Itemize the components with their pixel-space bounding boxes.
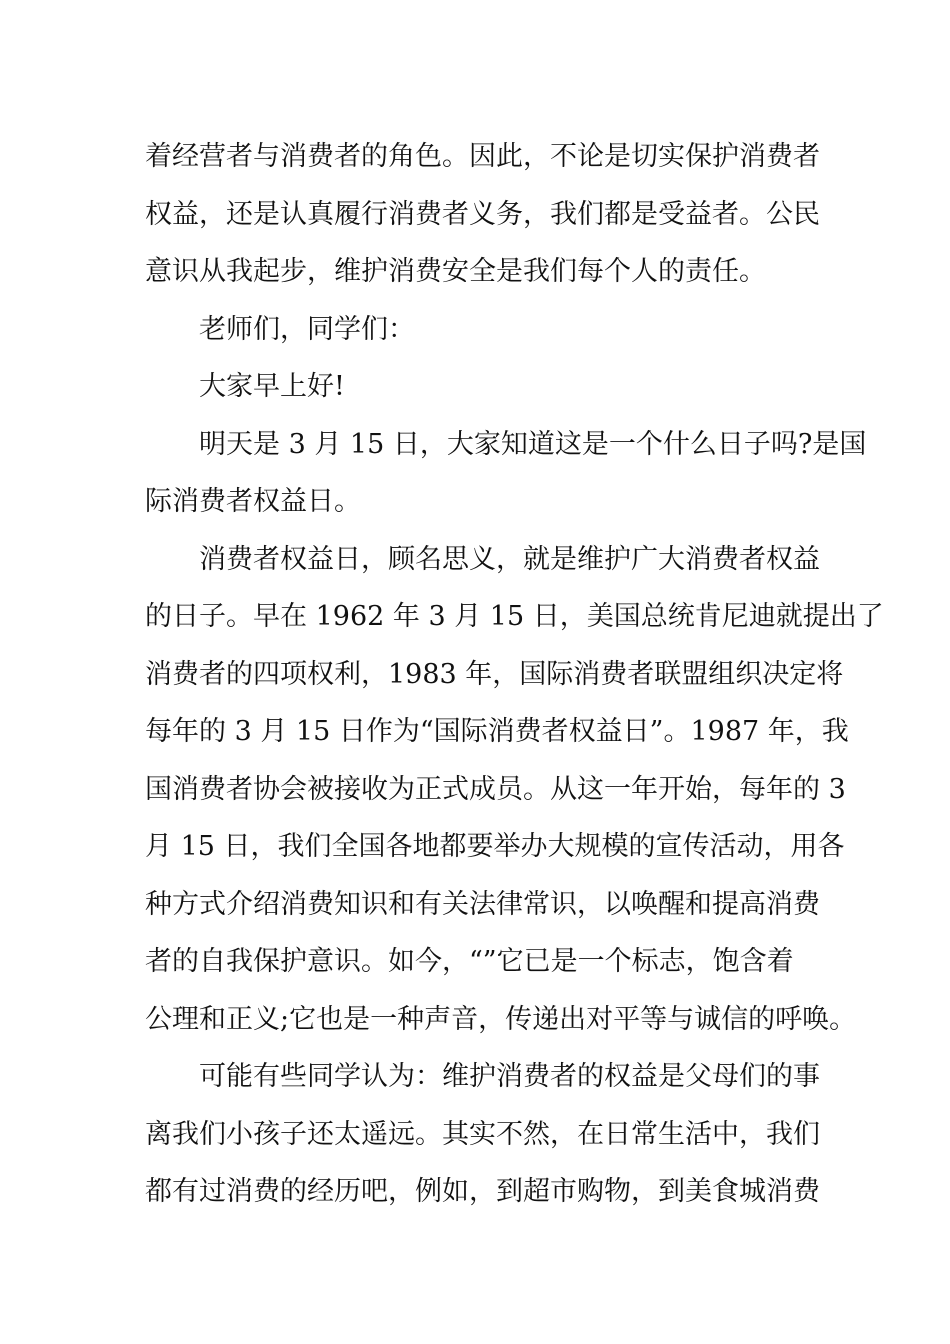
text-line: 明天是 3 月 15 日，大家知道这是一个什么日子吗?是国 [199, 428, 867, 460]
text-line: 际消费者权益日。 [145, 486, 361, 517]
greeting-line: 大家早上好! [199, 371, 345, 402]
text-line: 权益，还是认真履行消费者义务，我们都是受益者。公民 [145, 198, 820, 230]
text-line: 公理和正义;它也是一种声音，传递出对平等与诚信的呼唤。 [145, 1003, 857, 1035]
text-line: 月 15 日，我们全国各地都要举办大规模的宣传活动，用各 [145, 831, 845, 862]
text-line: 都有过消费的经历吧，例如，到超市购物，到美食城消费 [145, 1176, 820, 1207]
text-line: 国消费者协会被接收为正式成员。从这一年开始，每年的 3 [145, 773, 846, 805]
text-line: 离我们小孩子还太遥远。其实不然，在日常生活中，我们 [145, 1118, 820, 1150]
salutation-line: 老师们，同学们： [199, 313, 415, 345]
text-line: 消费者的四项权利，1983 年，国际消费者联盟组织决定将 [145, 658, 844, 690]
text-line: 着经营者与消费者的角色。因此，不论是切实保护消费者 [145, 141, 820, 172]
document-body [145, 128, 884, 1221]
text-line: 种方式介绍消费知识和有关法律常识，以唤醒和提高消费 [145, 888, 820, 920]
text-line: 消费者权益日，顾名思义，就是维护广大消费者权益 [199, 543, 820, 575]
text-line: 每年的 3 月 15 日作为“国际消费者权益日”。1987 年，我 [145, 716, 849, 747]
text-line: 意识从我起步，维护消费安全是我们每个人的责任。 [145, 256, 766, 287]
text-line: 可能有些同学认为：维护消费者的权益是父母们的事 [199, 1061, 820, 1092]
text-line: 的日子。早在 1962 年 3 月 15 日，美国总统肯尼迪就提出了 [145, 601, 884, 632]
text-line: 者的自我保护意识。如今，“”它已是一个标志，饱含着 [145, 946, 794, 977]
